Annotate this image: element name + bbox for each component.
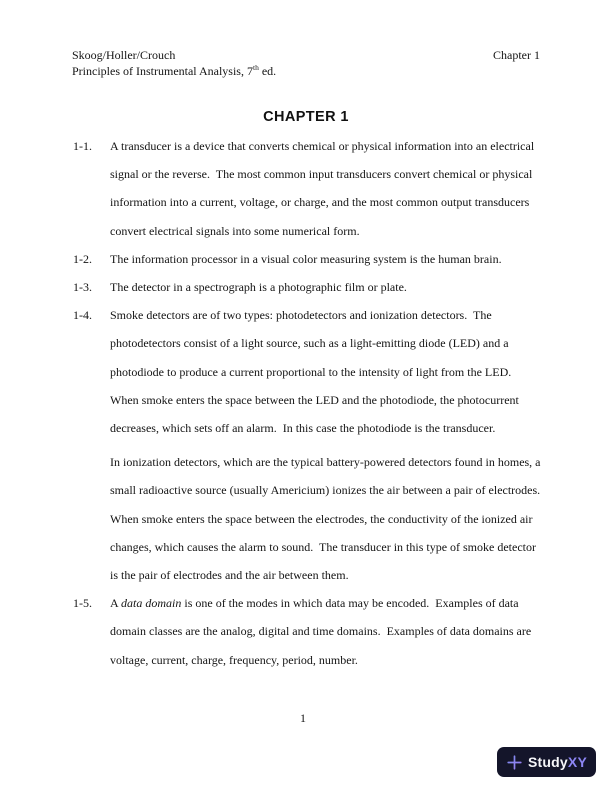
- text-line: Smoke detectors are of two types: photodetectors and ionization detectors. The: [110, 308, 492, 323]
- paragraph: [110, 301, 547, 442]
- problem-item: [72, 132, 547, 245]
- text-line: photodetectors consist of a light source, such as a light-emitting diode (LED) and a: [110, 336, 509, 351]
- text-line: convert electrical signals into some numerical form.: [110, 223, 360, 238]
- problem-item: [72, 245, 547, 273]
- text-line: When smoke enters the space between the electrodes, the conductivity of the ionized air: [110, 511, 533, 526]
- problem-body: [110, 273, 547, 301]
- problem-body: [110, 301, 547, 589]
- book-title-superscript: th: [252, 63, 259, 72]
- problem-number: 1-4.: [73, 308, 92, 323]
- problems-list: [72, 132, 547, 674]
- problem-item: [72, 589, 547, 674]
- brand-wordmark: [528, 754, 587, 770]
- text-line: The detector in a spectrograph is a photographic film or plate.: [110, 280, 407, 295]
- problem-item: [72, 301, 547, 589]
- problem-item: [72, 273, 547, 301]
- problem-body: [110, 245, 547, 273]
- paragraph: [110, 589, 547, 674]
- text-line: photodiode to produce a current proportional to the intensity of light from the LED.: [110, 364, 512, 379]
- text-line: is the pair of electrodes and the air between them.: [110, 568, 349, 583]
- brand-secondary: XY: [567, 754, 587, 770]
- text-line: decreases, which sets off an alarm. In this case the photodiode is the transducer.: [110, 421, 496, 436]
- book-title-prefix: Principles of Instrumental Analysis, 7: [72, 63, 253, 78]
- paragraph: [110, 132, 547, 245]
- problem-body: [110, 132, 547, 245]
- problem-number: 1-3.: [73, 280, 92, 295]
- text-segment: A: [110, 596, 122, 611]
- page-number: 1: [300, 711, 306, 725]
- brand-primary: Study: [528, 754, 568, 770]
- header-authors: Skoog/Holler/Crouch: [72, 48, 176, 62]
- studyxy-watermark-badge: [497, 747, 596, 777]
- running-header: [72, 48, 540, 80]
- text-line: In ionization detectors, which are the typical battery-powered detectors found in homes, a: [110, 455, 541, 470]
- text-line: changes, which causes the alarm to sound. The transducer in this type of smoke detector: [110, 539, 536, 554]
- plus-icon: [506, 754, 523, 771]
- chapter-title: CHAPTER 1: [263, 109, 349, 125]
- text-line: information into a current, voltage, or charge, and the most common output transducers: [110, 195, 530, 210]
- text-line: When smoke enters the space between the LED and the photodiode, the photocurrent: [110, 392, 519, 407]
- text-segment: is one of the modes in which data may be encoded. Examples of data: [181, 596, 519, 611]
- text-line: A transducer is a device that converts chemical or physical information into an electrical: [110, 139, 535, 153]
- text-line: voltage, current, charge, frequency, period, number.: [110, 652, 358, 667]
- text-line: The information processor in a visual color measuring system is the human brain.: [110, 251, 502, 266]
- paragraph: [110, 448, 547, 589]
- text-line: signal or the reverse. The most common input transducers convert chemical or physical: [110, 167, 533, 182]
- header-book-title: [72, 64, 540, 81]
- text-line: small radioactive source (usually Americium) ionizes the air between a pair of electrodes.: [110, 483, 541, 498]
- problem-number: 1-2.: [73, 251, 92, 266]
- emphasized-term: data domain: [121, 596, 182, 611]
- problem-number: 1-1.: [73, 139, 92, 153]
- paragraph: [110, 273, 547, 301]
- problem-body: [110, 589, 547, 674]
- text-line: [110, 589, 547, 617]
- book-title-suffix: ed.: [258, 63, 277, 78]
- paragraph: [110, 245, 547, 273]
- header-chapter-label: Chapter 1: [493, 48, 540, 62]
- text-line: domain classes are the analog, digital and time domains. Examples of data domains are: [110, 624, 532, 639]
- problem-number: 1-5.: [73, 596, 92, 611]
